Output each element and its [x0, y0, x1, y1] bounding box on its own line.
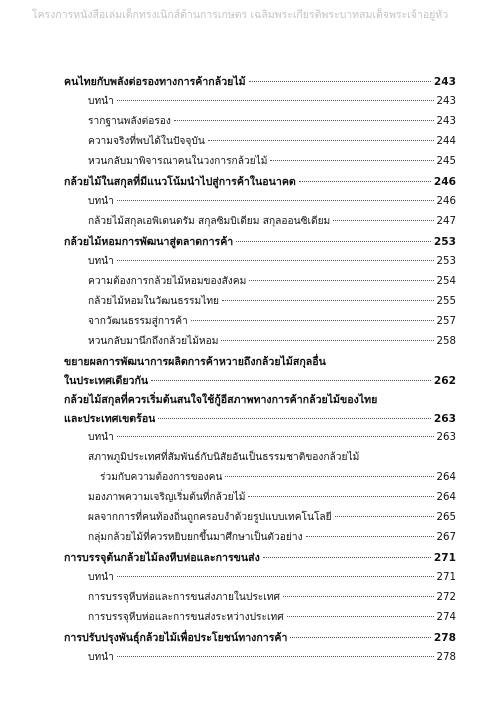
dot-leader — [236, 241, 431, 242]
toc-entry — [64, 132, 456, 152]
toc-entry-title: การปรับปรุงพันธุ์กล้วยไม้เพื่อประโยชน์ทางการค้า — [64, 632, 288, 644]
toc-entry-title: บทนำ — [88, 652, 114, 663]
toc-page-number: 257 — [436, 316, 456, 327]
dot-leader — [174, 120, 434, 121]
toc-page-number: 254 — [436, 276, 456, 287]
toc-entry-title: ผลจากการที่คนท้องถิ่นถูกครอบงำด้วยรูปแบบเทคโนโลยี — [88, 512, 332, 523]
toc-entry-title: สภาพภูมิประเทศที่สัมพันธ์กับนิสัยอันเป็นธรรมชาติของกล้วยไม้ — [88, 452, 360, 463]
toc-page-number: 263 — [433, 413, 456, 425]
toc-entry — [64, 372, 456, 390]
dot-leader — [117, 100, 434, 101]
toc-entry-title: การบรรจุต้นกล้วยไม้ลงหีบห่อและการขนส่ง — [64, 552, 260, 564]
toc-page-number: 245 — [436, 156, 456, 167]
toc-page-number: 272 — [436, 592, 456, 603]
dot-leader — [221, 340, 433, 341]
table-of-contents — [64, 72, 456, 668]
toc-entry-title: กล้วยไม้หอมในวัฒนธรรมไทย — [88, 296, 219, 307]
toc-entry — [64, 548, 456, 568]
toc-entry — [64, 212, 456, 232]
toc-entry — [64, 448, 456, 468]
toc-page-number: 244 — [436, 136, 456, 147]
dot-leader — [263, 557, 431, 558]
toc-page-number: 278 — [433, 632, 456, 644]
dot-leader — [117, 656, 434, 657]
toc-entry-title: กลุ่มกล้วยไม้ที่ควรหยิบยกขึ้นมาศึกษาเป็นตัวอย่าง — [88, 532, 303, 543]
toc-entry — [64, 390, 456, 410]
toc-entry — [64, 112, 456, 132]
toc-entry-title: หวนกลับมาพิจารณาคนในวงการกล้วยไม้ — [88, 156, 268, 167]
toc-entry — [64, 272, 456, 292]
toc-entry — [64, 608, 456, 628]
toc-page-number: 264 — [436, 472, 456, 483]
toc-entry-title: กล้วยไม้สกุลที่ควรเริ่มต้นสนใจใช้กู้อีสภาพทางการค้ากล้วยไม้ของไทย — [64, 394, 378, 406]
dot-leader — [117, 260, 434, 261]
dot-leader — [222, 300, 434, 301]
toc-entry — [64, 568, 456, 588]
toc-entry-title: กล้วยไม้หอมการพัฒนาสู่ตลาดการค้า — [64, 236, 234, 248]
toc-entry — [64, 292, 456, 312]
toc-entry — [64, 648, 456, 668]
dot-leader — [151, 380, 431, 381]
toc-entry — [64, 352, 456, 372]
toc-entry-title: การบรรจุหีบห่อและการขนส่งระหว่างประเทศ — [88, 612, 284, 623]
toc-entry — [64, 628, 456, 648]
toc-entry — [64, 172, 456, 192]
toc-entry-title: บทนำ — [88, 256, 114, 267]
toc-page-number: 274 — [436, 612, 456, 623]
toc-page-number: 246 — [436, 196, 456, 207]
toc-page-number: 264 — [436, 492, 456, 503]
dot-leader — [117, 200, 434, 201]
toc-entry — [64, 508, 456, 528]
toc-page-number: 243 — [436, 116, 456, 127]
toc-page-number: 243 — [433, 76, 456, 88]
toc-entry — [64, 92, 456, 112]
dot-leader — [208, 140, 434, 141]
dot-leader — [290, 637, 430, 638]
toc-entry — [64, 252, 456, 272]
toc-entry — [64, 232, 456, 252]
running-header: โครงการหนังสือเล่มเด็กทรงเนิกส์ด้านการเกษตร เฉลิมพระเกียรติพระบาทสมเด็จพระเจ้าอยู่หัว — [31, 9, 449, 21]
toc-entry-title: ร่วมกับความต้องการของคน — [100, 472, 223, 483]
dot-leader — [117, 576, 434, 577]
toc-entry — [64, 72, 456, 92]
toc-entry-title: บทนำ — [88, 196, 114, 207]
dot-leader — [333, 220, 433, 221]
toc-entry — [64, 528, 456, 548]
dot-leader — [306, 536, 434, 537]
toc-entry-title: ในประเทศเดียวกัน — [64, 375, 149, 387]
toc-entry — [64, 588, 456, 608]
toc-entry — [64, 410, 456, 428]
dot-leader — [249, 280, 433, 281]
dot-leader — [191, 320, 434, 321]
dot-leader — [287, 616, 434, 617]
toc-page-number: 243 — [436, 96, 456, 107]
toc-entry — [64, 428, 456, 448]
toc-entry-title: กล้วยไม้สกุลเอพิเดนดรัม สกุลซิมบิเดียม สกุลออนซิเดียม — [88, 216, 331, 227]
toc-entry — [64, 152, 456, 172]
toc-page-number: 262 — [433, 375, 456, 387]
toc-page-number: 253 — [433, 236, 456, 248]
toc-page-number: 258 — [436, 336, 456, 347]
toc-page-number: 255 — [436, 296, 456, 307]
toc-page-number: 263 — [436, 432, 456, 443]
toc-entry — [64, 332, 456, 352]
toc-entry-title: บทนำ — [88, 96, 114, 107]
toc-page-number: 247 — [436, 216, 456, 227]
toc-page-number: 278 — [436, 652, 456, 663]
toc-entry-title: บทนำ — [88, 432, 114, 443]
toc-entry-title: คนไทยกับพลังต่อรองทางการค้ากล้วยไม้ — [64, 76, 246, 88]
toc-entry-title: การบรรจุหีบห่อและการขนส่งภายในประเทศ — [88, 592, 280, 603]
toc-entry-title: หวนกลับมานึกถึงกล้วยไม้หอม — [88, 336, 219, 347]
dot-leader — [249, 81, 431, 82]
toc-entry — [64, 468, 456, 488]
dot-leader — [117, 436, 434, 437]
toc-entry-title: มองภาพความเจริญเริ่มต้นที่กล้วยไม้ — [88, 492, 246, 503]
toc-entry-title: ความจริงที่พบได้ในปัจจุบัน — [88, 136, 205, 147]
toc-entry-title: กล้วยไม้ในสกุลที่มีแนวโน้มนำไปสู่การค้าในอนาคต — [64, 176, 296, 188]
toc-entry-title: จากวัฒนธรรมสู่การค้า — [88, 316, 188, 327]
toc-entry — [64, 312, 456, 332]
toc-entry — [64, 192, 456, 212]
dot-leader — [283, 596, 434, 597]
dot-leader — [225, 476, 433, 477]
dot-leader — [299, 181, 431, 182]
toc-entry-title: ขยายผลการพัฒนาการผลิตการค้าหวายถึงกล้วยไม้สกุลอื่น — [64, 356, 326, 368]
toc-page-number: 246 — [433, 176, 456, 188]
toc-page-number: 265 — [436, 512, 456, 523]
toc-entry-title: รากฐานพลังต่อรอง — [88, 116, 171, 127]
dot-leader — [335, 516, 434, 517]
toc-page-number: 267 — [436, 532, 456, 543]
toc-entry-title: บทนำ — [88, 572, 114, 583]
toc-page-number: 271 — [436, 572, 456, 583]
toc-entry — [64, 488, 456, 508]
toc-entry-title: และประเทศเขตร้อน — [64, 413, 156, 425]
dot-leader — [158, 418, 430, 419]
toc-entry-title: ความต้องการกล้วยไม้หอมของสังคม — [88, 276, 247, 287]
toc-page-number: 271 — [433, 552, 456, 564]
toc-page-number: 253 — [436, 256, 456, 267]
dot-leader — [270, 160, 433, 161]
dot-leader — [248, 496, 433, 497]
